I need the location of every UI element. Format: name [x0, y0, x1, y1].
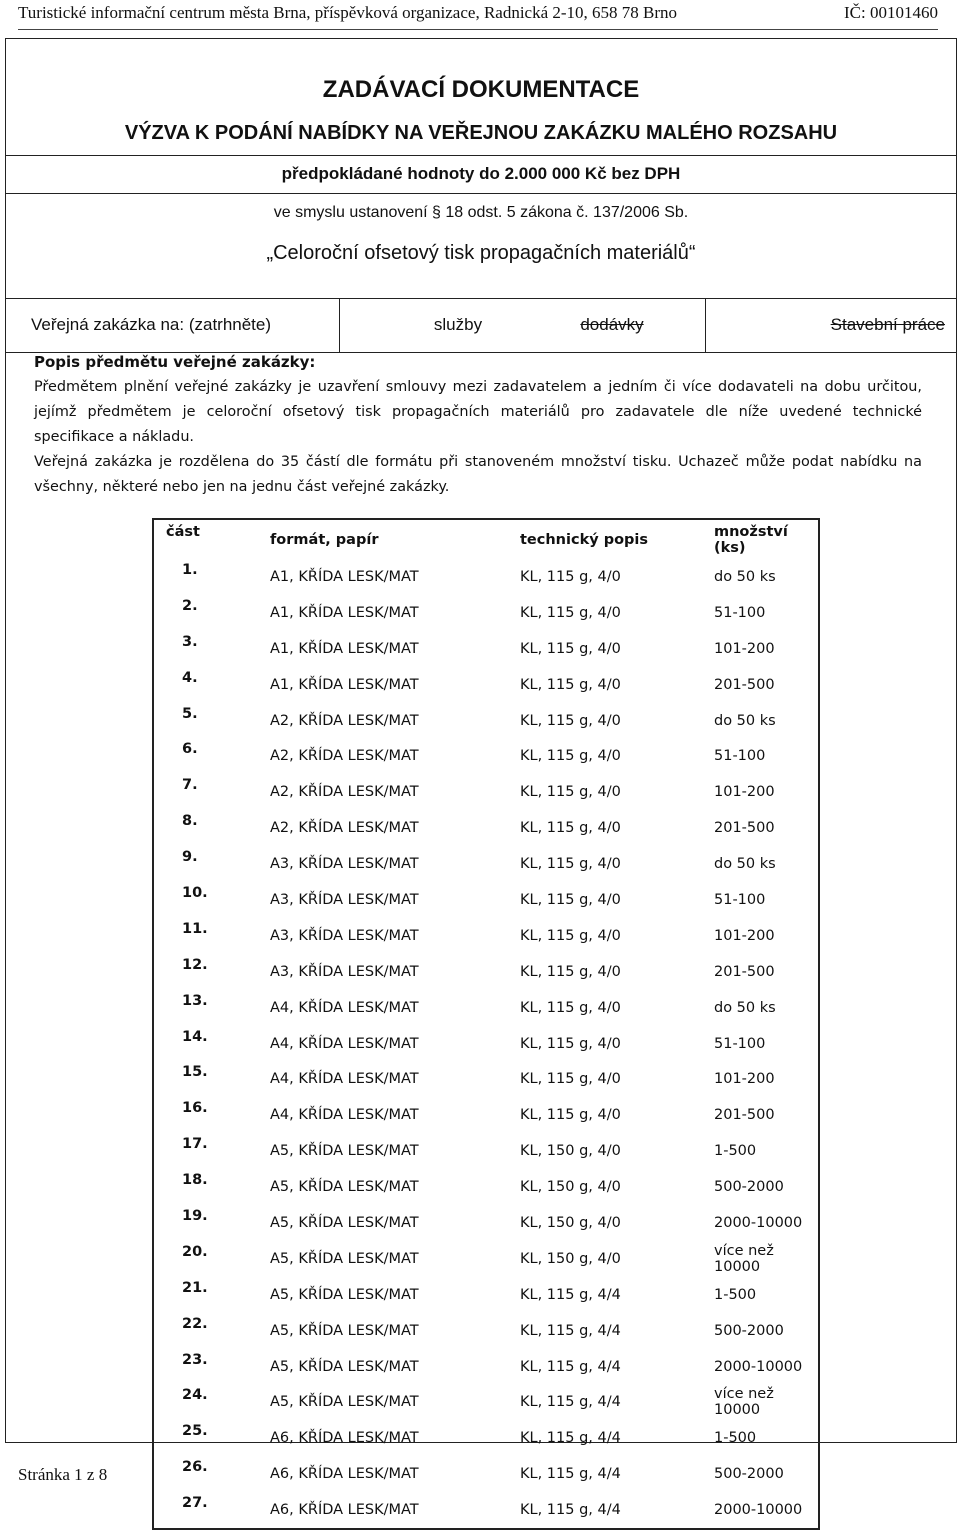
cell-mnozstvi: 2000-10000 [714, 1214, 803, 1231]
cell-format: A1, KŘÍDA LESK/MAT [270, 604, 419, 621]
cell-technicky-popis: KL, 150 g, 4/0 [520, 1143, 621, 1160]
table-row [153, 1384, 819, 1420]
header-mnozstvi: množství (ks) [714, 523, 788, 556]
option-stavebni-prace[interactable]: Stavební práce [830, 315, 945, 334]
cell-mnozstvi: 500-2000 [714, 1322, 784, 1339]
cell-technicky-popis: KL, 115 g, 4/0 [520, 784, 621, 801]
cell-technicky-popis: KL, 115 g, 4/0 [520, 820, 621, 837]
cell-cast: 6. [182, 741, 198, 758]
cell-mnozstvi: 201-500 [714, 1107, 775, 1124]
cell-cast: 7. [182, 777, 198, 794]
header-cast: část [166, 524, 200, 540]
table-row [153, 667, 819, 703]
cell-technicky-popis: KL, 150 g, 4/0 [520, 1179, 621, 1196]
cell-format: A3, KŘÍDA LESK/MAT [270, 856, 419, 873]
cell-cast: 25. [182, 1423, 208, 1440]
table-row [153, 1133, 819, 1169]
cell-technicky-popis: KL, 115 g, 4/4 [520, 1286, 621, 1303]
organization-id: IČ: 00101460 [844, 3, 938, 22]
cell-mnozstvi: 101-200 [714, 1071, 775, 1088]
table-row [153, 703, 819, 739]
option-sluzby[interactable]: služby [433, 315, 483, 334]
page-header [18, 3, 938, 30]
header-format: formát, papír [270, 531, 379, 548]
legal-note: ve smyslu ustanovení § 18 odst. 5 zákona č. 137/2006 Sb. [273, 204, 689, 221]
cell-format: A2, KŘÍDA LESK/MAT [270, 712, 419, 729]
table-row [153, 1456, 819, 1492]
cell-cast: 4. [182, 669, 198, 686]
cell-technicky-popis: KL, 115 g, 4/0 [520, 748, 621, 765]
cell-format: A4, KŘÍDA LESK/MAT [270, 1071, 419, 1088]
cell-cast: 1. [182, 562, 198, 578]
cell-format: A5, KŘÍDA LESK/MAT [270, 1179, 419, 1196]
cell-format: A2, KŘÍDA LESK/MAT [270, 784, 419, 801]
table-row [153, 631, 819, 667]
cell-technicky-popis: KL, 150 g, 4/0 [520, 1250, 621, 1267]
cell-cast: 12. [182, 956, 208, 973]
cell-technicky-popis: KL, 115 g, 4/4 [520, 1466, 621, 1483]
cell-format: A1, KŘÍDA LESK/MAT [270, 640, 419, 657]
table-row [153, 918, 819, 954]
cell-format: A5, KŘÍDA LESK/MAT [270, 1358, 419, 1375]
cell-mnozstvi: 2000-10000 [714, 1502, 803, 1519]
cell-mnozstvi: 101-200 [714, 784, 775, 801]
table-row [153, 559, 819, 595]
cell-cast: 13. [182, 992, 208, 1009]
page-number: Stránka 1 z 8 [18, 1465, 108, 1484]
cell-cast: 15. [182, 1064, 208, 1081]
cell-technicky-popis: KL, 115 g, 4/0 [520, 640, 621, 657]
table-row [153, 882, 819, 918]
cell-format: A3, KŘÍDA LESK/MAT [270, 891, 419, 908]
cell-format: A1, KŘÍDA LESK/MAT [270, 676, 419, 693]
cell-format: A4, KŘÍDA LESK/MAT [270, 1107, 419, 1124]
cell-cast: 8. [182, 813, 198, 830]
cell-cast: 5. [182, 705, 198, 722]
table-row [153, 846, 819, 882]
cell-mnozstvi: více než 10000 [714, 1242, 774, 1275]
cell-technicky-popis: KL, 115 g, 4/0 [520, 927, 621, 944]
cell-technicky-popis: KL, 115 g, 4/0 [520, 1071, 621, 1088]
cell-technicky-popis: KL, 115 g, 4/0 [520, 1107, 621, 1124]
cell-format: A5, KŘÍDA LESK/MAT [270, 1250, 419, 1267]
cell-technicky-popis: KL, 115 g, 4/0 [520, 712, 621, 729]
table-header-row [153, 519, 819, 559]
table-row [153, 1420, 819, 1456]
table-row [153, 1241, 819, 1277]
cell-format: A4, KŘÍDA LESK/MAT [270, 1035, 419, 1052]
cell-cast: 9. [182, 849, 198, 866]
cell-format: A4, KŘÍDA LESK/MAT [270, 999, 419, 1016]
cell-format: A3, KŘÍDA LESK/MAT [270, 927, 419, 944]
cell-mnozstvi: 1-500 [714, 1143, 757, 1160]
document-subtitle: VÝZVA K PODÁNÍ NABÍDKY NA VEŘEJNOU ZAKÁZKU MALÉHO ROZSAHU [6, 111, 956, 156]
table-row [153, 1061, 819, 1097]
cell-cast: 26. [182, 1459, 208, 1476]
table-row [153, 954, 819, 990]
cell-technicky-popis: KL, 150 g, 4/0 [520, 1214, 621, 1231]
cell-technicky-popis: KL, 115 g, 4/4 [520, 1322, 621, 1339]
cell-mnozstvi: 2000-10000 [714, 1358, 803, 1375]
table-row [153, 1205, 819, 1241]
description [34, 350, 922, 500]
cell-mnozstvi: 500-2000 [714, 1466, 784, 1483]
cell-cast: 21. [182, 1279, 208, 1296]
cell-mnozstvi: 1-500 [714, 1286, 757, 1303]
cell-technicky-popis: KL, 115 g, 4/0 [520, 891, 621, 908]
cell-mnozstvi: do 50 ks [714, 856, 776, 873]
description-paragraph: Veřejná zakázka je rozdělena do 35 částí dle formátu při stanoveném množství tisku. Uchazeč může podat nabídku na všechny, některé nebo jen na jednu část veřejné zakázky. [34, 454, 922, 495]
cell-mnozstvi: 51-100 [714, 748, 766, 765]
cell-mnozstvi: 51-100 [714, 604, 766, 621]
cell-cast: 2. [182, 597, 198, 614]
cell-cast: 22. [182, 1315, 208, 1332]
cell-cast: 18. [182, 1172, 208, 1189]
cell-technicky-popis: KL, 115 g, 4/4 [520, 1394, 621, 1411]
contract-name: „Celoroční ofsetový tisk propagačních materiálů“ [6, 225, 956, 299]
cell-mnozstvi: do 50 ks [714, 999, 776, 1016]
cell-format: A6, KŘÍDA LESK/MAT [270, 1430, 419, 1447]
cell-format: A1, KŘÍDA LESK/MAT [270, 568, 419, 585]
cell-technicky-popis: KL, 115 g, 4/0 [520, 856, 621, 873]
value-note: předpokládané hodnoty do 2.000 000 Kč bez DPH [6, 155, 956, 194]
cell-cast: 16. [182, 1100, 208, 1117]
cell-mnozstvi: více než 10000 [714, 1386, 774, 1419]
cell-cast: 17. [182, 1136, 208, 1153]
cell-mnozstvi: 51-100 [714, 891, 766, 908]
cell-technicky-popis: KL, 115 g, 4/4 [520, 1502, 621, 1519]
title-row [6, 39, 956, 111]
cell-technicky-popis: KL, 115 g, 4/0 [520, 1035, 621, 1052]
cell-technicky-popis: KL, 115 g, 4/0 [520, 963, 621, 980]
cell-technicky-popis: KL, 115 g, 4/0 [520, 999, 621, 1016]
cell-technicky-popis: KL, 115 g, 4/4 [520, 1358, 621, 1375]
table-row [153, 1169, 819, 1205]
cell-mnozstvi: 201-500 [714, 676, 775, 693]
table-row [153, 1026, 819, 1062]
cell-cast: 23. [182, 1351, 208, 1368]
cell-format: A2, KŘÍDA LESK/MAT [270, 748, 419, 765]
document-title: ZADÁVACÍ DOKUMENTACE [322, 76, 640, 103]
parts-table [152, 518, 820, 1530]
table-row [153, 1313, 819, 1349]
cell-cast: 20. [182, 1243, 208, 1260]
option-dodavky[interactable]: dodávky [580, 315, 644, 334]
table-row [153, 774, 819, 810]
cell-cast: 11. [182, 920, 208, 937]
cell-cast: 19. [182, 1208, 208, 1225]
cell-technicky-popis: KL, 115 g, 4/4 [520, 1430, 621, 1447]
cell-technicky-popis: KL, 115 g, 4/0 [520, 568, 621, 585]
cell-cast: 10. [182, 885, 208, 902]
cell-format: A5, KŘÍDA LESK/MAT [270, 1214, 419, 1231]
cell-format: A3, KŘÍDA LESK/MAT [270, 963, 419, 980]
cell-mnozstvi: 201-500 [714, 963, 775, 980]
table-row [153, 1492, 819, 1529]
cell-mnozstvi: 51-100 [714, 1035, 766, 1052]
cell-format: A6, KŘÍDA LESK/MAT [270, 1502, 419, 1519]
cell-format: A5, KŘÍDA LESK/MAT [270, 1286, 419, 1303]
cell-cast: 3. [182, 633, 198, 650]
header-technicky-popis: technický popis [520, 531, 649, 548]
description-heading: Popis předmětu veřejné zakázky: [34, 353, 316, 371]
table-row [153, 1277, 819, 1313]
table-row [153, 990, 819, 1026]
table-row [153, 595, 819, 631]
cell-mnozstvi: 500-2000 [714, 1179, 784, 1196]
cell-mnozstvi: do 50 ks [714, 568, 776, 585]
cell-cast: 24. [182, 1387, 208, 1404]
contract-type-row [6, 298, 956, 353]
cell-format: A5, KŘÍDA LESK/MAT [270, 1143, 419, 1160]
table-row [153, 810, 819, 846]
cell-cast: 27. [182, 1495, 208, 1512]
cell-cast: 14. [182, 1028, 208, 1045]
cell-format: A5, KŘÍDA LESK/MAT [270, 1322, 419, 1339]
cell-mnozstvi: 201-500 [714, 820, 775, 837]
table-row [153, 1097, 819, 1133]
cell-format: A6, KŘÍDA LESK/MAT [270, 1466, 419, 1483]
contract-type-label: Veřejná zakázka na: (zatrhněte) [31, 315, 272, 334]
table-row [153, 1349, 819, 1385]
cell-mnozstvi: 101-200 [714, 640, 775, 657]
cell-mnozstvi: do 50 ks [714, 712, 776, 729]
organization-name: Turistické informační centrum města Brna, příspěvková organizace, Radnická 2-10, 658 78 Brno [18, 3, 678, 22]
cell-mnozstvi: 1-500 [714, 1430, 757, 1447]
table-row [153, 738, 819, 774]
cell-mnozstvi: 101-200 [714, 927, 775, 944]
cell-technicky-popis: KL, 115 g, 4/0 [520, 604, 621, 621]
cell-technicky-popis: KL, 115 g, 4/0 [520, 676, 621, 693]
description-paragraph: Předmětem plnění veřejné zakázky je uzavření smlouvy mezi zadavatelem a jedním či více dodavateli na dobu určitou, jejímž předmětem je celoroční ofsetový tisk propagačních materiálů pro zadavatele dle níže uvedené technické specifikace a nákladu. [34, 379, 922, 445]
cell-format: A5, KŘÍDA LESK/MAT [270, 1394, 419, 1411]
cell-format: A2, KŘÍDA LESK/MAT [270, 820, 419, 837]
